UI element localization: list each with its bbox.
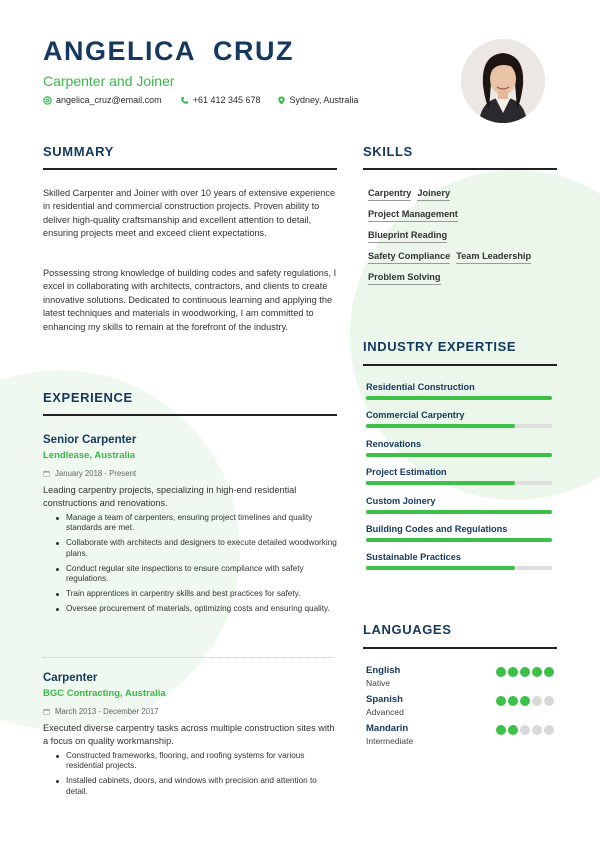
language-rating [496,667,554,677]
skill-row [368,209,558,222]
languages-divider [363,647,557,649]
location-pin-icon [277,96,286,105]
summary-divider [43,168,337,170]
expertise-label: Custom Joinery [366,495,436,506]
job-title: Carpenter [43,672,98,684]
language-level: Native [366,678,391,688]
expertise-bar [366,538,552,542]
language-rating [496,725,554,735]
job-entry [43,672,339,802]
experience-divider [43,414,337,416]
list-item: Installed cabinets, doors, and windows with precision and attention to detail. [66,776,339,796]
language-level: Intermediate [366,736,414,746]
calendar-icon [43,470,50,477]
location-text: Sydney, Australia [289,95,359,105]
language-name: Mandarin [366,723,409,734]
job-role: Carpenter and Joiner [43,73,175,89]
expertise-bar-fill [366,566,515,570]
skill-row [368,230,558,243]
job-bullets [43,513,339,615]
expertise-bar [366,510,552,514]
language-name: Spanish [366,694,403,705]
language-item [366,723,554,752]
expertise-label: Building Codes and Regulations [366,523,508,534]
expertise-bar-fill [366,424,515,428]
summary-paragraph-2: Possessing strong knowledge of building codes and safety regulations, I excel in collaborating with architects, contractors, and clients to create innovative solutions. Dedicated to continuous learning and applying the latest techniques and materials in woodworking, I am committed to enhancing my skills to remain at the forefront of the industry. [43,268,337,332]
skills-list [368,188,558,293]
rating-dot-filled [508,725,518,735]
rating-dot-filled [544,667,554,677]
job-dates [43,707,339,716]
phone-text: +61 412 345 678 [192,95,261,105]
email-text: angelica_cruz@email.com [56,95,162,105]
job-entry [43,434,339,620]
expertise-label: Sustainable Practices [366,552,461,563]
skill-row [368,272,558,285]
skill-row [368,188,558,201]
job-bullets [43,751,339,797]
language-item [366,694,554,723]
skill-tag: Problem Solving [368,272,441,285]
languages-heading: LANGUAGES [363,622,452,637]
skill-tag: Joinery [417,188,450,201]
job-dates [43,469,339,478]
skills-heading: SKILLS [363,144,413,159]
profile-photo [461,39,545,123]
rating-dot-filled [496,667,506,677]
expertise-item [366,496,552,524]
job-description: Leading carpentry projects, specializing in high-end residential constructions and renovations. [43,485,297,508]
rating-dot-filled [508,696,518,706]
rating-dot-filled [520,696,530,706]
skill-tag: Safety Compliance [368,251,450,264]
phone-icon [180,96,189,105]
expertise-item [366,524,552,552]
expertise-bar-fill [366,481,515,485]
portrait-illustration [461,39,545,123]
expertise-label: Residential Construction [366,382,475,392]
summary-heading: SUMMARY [43,144,114,159]
expertise-bar-fill [366,510,552,514]
experience-heading: EXPERIENCE [43,390,133,405]
contact-email[interactable] [43,95,162,105]
rating-dot-empty [532,725,542,735]
language-name: English [366,665,401,676]
language-item [366,665,554,694]
job-title: Senior Carpenter [43,434,137,446]
expertise-item [366,552,552,580]
expertise-item [366,410,552,438]
language-level: Advanced [366,707,404,717]
language-rating [496,696,554,706]
list-item: Conduct regular site inspections to ensure compliance with safety regulations. [66,564,339,584]
expertise-bar [366,453,552,457]
languages-list [366,665,554,752]
summary-paragraph-1: Skilled Carpenter and Joiner with over 10 years of extensive experience in residential and commercial construction projects. Proven ability to deliver high-quality craftsmanship and excellent attention to detail, ensuring projects meet and exceed client expectations. [43,188,336,239]
expertise-divider [363,364,557,366]
rating-dot-empty [544,696,554,706]
job-separator [43,657,333,658]
rating-dot-empty [520,725,530,735]
expertise-label: Project Estimation [366,467,447,478]
expertise-item [366,382,552,410]
skill-row [368,251,558,264]
skill-tag: Team Leadership [456,251,531,264]
contact-row [43,95,358,105]
list-item: Train apprentices in carpentry skills and best practices for safety. [66,589,339,599]
expertise-bar-fill [366,453,552,457]
rating-dot-empty [532,696,542,706]
job-description: Executed diverse carpentry tasks across multiple construction sites with a focus on quality workmanship. [43,723,335,746]
expertise-bar [366,481,552,485]
expertise-list [366,382,552,581]
expertise-bar-fill [366,396,552,400]
skill-tag: Blueprint Reading [368,230,447,243]
rating-dot-filled [532,667,542,677]
expertise-item [366,467,552,495]
calendar-icon [43,708,50,715]
expertise-bar [366,566,552,570]
rating-dot-filled [496,696,506,706]
expertise-item [366,439,552,467]
company-name: Lendlease, Australia [43,450,136,461]
expertise-bar [366,396,552,400]
expertise-heading: INDUSTRY EXPERTISE [363,339,517,354]
list-item: Oversee procurement of materials, optimizing costs and ensuring quality. [66,604,339,614]
list-item: Collaborate with architects and designers to execute detailed woodworking plans. [66,538,339,558]
expertise-label: Renovations [366,438,422,449]
candidate-name: ANGELICA CRUZ [43,36,294,66]
job-dates-text: January 2018 - Present [55,469,137,478]
expertise-bar-fill [366,538,552,542]
expertise-bar [366,424,552,428]
list-item: Constructed frameworks, flooring, and roofing systems for various residential projects. [66,751,339,771]
rating-dot-filled [496,725,506,735]
list-item: Manage a team of carpenters, ensuring project timelines and quality standards are met. [66,513,339,533]
expertise-label: Commercial Carpentry [366,410,465,421]
company-name: BGC Contracting, Australia [43,688,166,699]
job-dates-text: March 2013 - December 2017 [55,707,159,716]
skill-tag: Project Management [368,209,458,222]
rating-dot-filled [520,667,530,677]
skills-divider [363,168,557,170]
at-icon [43,96,52,105]
rating-dot-filled [508,667,518,677]
rating-dot-empty [544,725,554,735]
contact-location [277,95,359,105]
contact-phone[interactable] [180,95,261,105]
skill-tag: Carpentry [368,188,411,201]
